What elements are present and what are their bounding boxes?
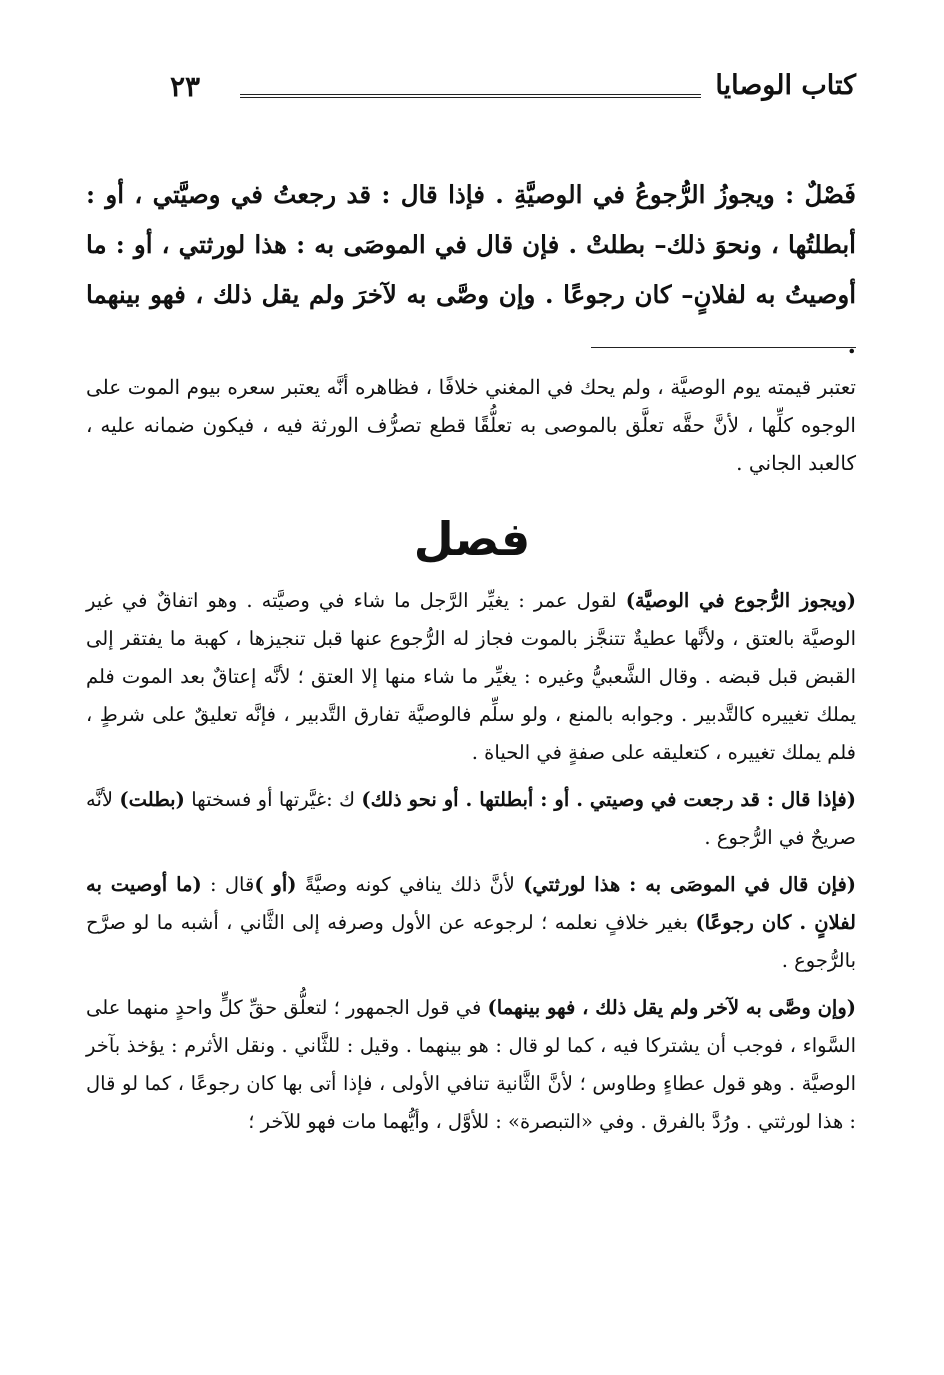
commentary-paragraph-2 [86,781,856,857]
commentary-text: لأنَّ ذلك ينافي كونه وصيَّةً [296,873,524,896]
commentary-paragraph-4 [86,989,856,1141]
quoted-matn: (ويجوز الرُّجوع في الوصيَّة) [625,589,856,612]
quoted-matn: (بطلت) [119,788,185,811]
footnote-separator [591,347,856,348]
commentary-text: لقول عمر : يغيِّر الرَّجل ما شاء في وصيَّته . وهو اتفاقٌ في غير الوصيَّة بالعتق ، ولأنَّها عطيةٌ تتنجَّز بالموت فجاز له الرُّجوع عنها قبل تنجيزها ، كهبة ما يفتقر إلى القبض قبل قبضه . وقال الشَّعبيُّ وغيره : يغيِّر ما شاء منها إلا العتق ؛ لأنَّه إعتاقٌ بعد الموت فلم يملك تغييره كالتَّدبير . وجوابه بالمنع ، ولو سلِّم فالوصيَّة تفارق التَّدبير ، فإنَّه تعليقٌ على شرطٍ ، فلم يملك تغييره ، كتعليقه على صفةٍ في الحياة . [86,589,856,764]
header-title: كتاب الوصايا [715,70,856,101]
running-header [160,70,856,110]
quoted-matn: (فإذا قال : قد رجعت في وصيتي . أو : أبطلتها . أو نحو ذلك) [361,788,856,811]
commentary-text: بغير خلافٍ نعلمه ؛ لرجوعه عن الأول وصرفه إلى الثَّاني ، أشبه ما لو صرَّح بالرُّجوع . [86,911,856,972]
page-number: ٢٣ [170,70,201,103]
quoted-matn: (فإن قال في الموصَى به : هذا لورثتي) [523,873,856,896]
commentary-text: ك :غيَّرتها أو فسختها [184,788,362,811]
commentary-paragraph-1 [86,582,856,772]
quoted-matn: (ما أوصيت به لفلانٍ . كان رجوعًا) [86,873,856,934]
header-rule [240,94,701,98]
commentary-text: لأنَّه صريحٌ في الرُّجوع . [86,788,856,849]
commentary-paragraph-3 [86,866,856,980]
quoted-matn: (أو ) [254,873,297,896]
commentary-text: في قول الجمهور ؛ لتعلُّق حقِّ كلٍّ واحدٍ منهما على السَّواء ، فوجب أن يشتركا فيه ، كما لو قال : هو بينهما . وقيل : للثَّاني . ونقل الأثرم : يؤخذ بآخر الوصيَّة . وهو قول عطاءٍ وطاوس ؛ لأنَّ الثَّانية تنافي الأولى ، فإذا أتى بها كان رجوعًا ، كما لو قال : هذا لورثتي . ورُدَّ بالفرق . وفي «التبصرة» : للأوَّل ، وأيُّهما مات فهو للآخر ؛ [86,996,856,1133]
commentary-text: قال : [201,873,255,896]
footnote-text: تعتبر قيمته يوم الوصيَّة ، ولم يحك في المغني خلافًا ، فظاهره أنَّه يعتبر سعره بيوم الموت على الوجوه كلِّها ، لأنَّ حقَّه تعلَّق بالموصى به تعلُّقًا قطع تصرُّف الورثة فيه ، فيكون ضمانه عليه ، كالعبد الجاني . [86,375,856,475]
commentary [86,582,856,1150]
quoted-matn: (وإن وصَّى به لآخر ولم يقل ذلك ، فهو بينهما) [487,996,856,1019]
main-text: فَصْلٌ : ويجوزُ الرُّجوعُ في الوصيَّةِ . فإذا قال : قد رجعتُ في وصيَّتي ، أو : أبطلتُها ، ونحوَ ذلك– بطلتْ . فإن قال في الموصَى به : هذا لورثتي ، أو : ما أوصيتُ به لفلانٍ– كان رجوعًا . وإن وصَّى به لآخرَ ولم يقل ذلك ، فهو بينهما . [86,180,856,359]
section-heading: فصل [413,512,531,566]
